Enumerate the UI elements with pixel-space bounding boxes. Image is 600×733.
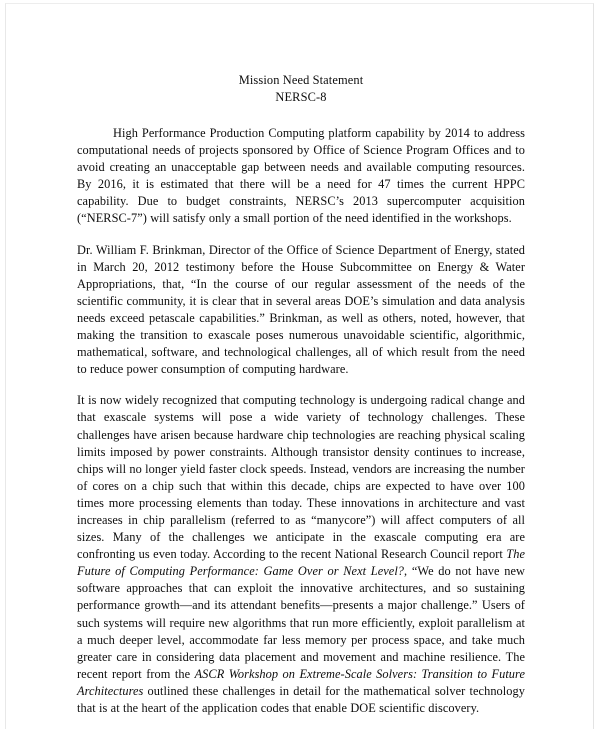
report-title-future-of-computing-performance: The Future of Computing Performance: Game Over or Next Level? <box>77 547 525 579</box>
document-heading <box>77 72 525 106</box>
document-content <box>77 72 525 717</box>
paragraph-3-segment-3: , “We do not have new software approaches that can exploit the innovative architectures, and so sustaining performance growth—and its attendant benefits—presents a major challenge.” Users of such systems will require new algorithms that run more efficiently, exploit parallelism at a much deeper level, accommodate far less memory per process space, and take much greater care in considering data placement and movement and machine resilience. The recent report from the <box>77 564 525 681</box>
paragraph-2: Dr. William F. Brinkman, Director of the Office of Science Department of Energy, stated in March 20, 2012 testimony before the House Subcommittee on Energy & Water Appropriations, that, “In the course of our regular assessment of the needs of the scientific community, it is clear that in several areas DOE’s simulation and data analysis needs exceed petascale capabilities.” Brinkman, as well as others, noted, however, that making the transition to exascale poses numerous unavoidable scientific, algorithmic, mathematical, software, and technological challenges, all of which result from the need to reduce power consumption of computing hardware. <box>77 242 525 377</box>
paragraph-3-segment-5: outlined these challenges in detail for the mathematical solver technology that is at the heart of the application codes that enable DOE scientific discovery. <box>77 683 525 715</box>
document-page <box>5 3 594 729</box>
paragraph-3 <box>77 392 525 717</box>
paragraph-1: High Performance Production Computing platform capability by 2014 to address computational needs of projects sponsored by Office of Science Program Offices and to avoid creating an unacceptable gap between needs and available computing resources. By 2016, it is estimated that there will be a need for 47 times the current HPPC capability. Due to budget constraints, NERSC’s 2013 supercomputer acquisition (“NERSC-7”) will satisfy only a small portion of the need identified in the workshops. <box>77 126 525 226</box>
document-body <box>77 125 525 717</box>
report-title-ascr-workshop: ASCR Workshop on Extreme-Scale Solvers: Transition to Future Architectures <box>77 666 525 698</box>
heading-line-2: NERSC-8 <box>275 90 327 104</box>
heading-line-1: Mission Need Statement <box>238 73 364 87</box>
paragraph-3-segment-1: It is now widely recognized that computing technology is undergoing radical change and that exascale systems will pose a wide variety of technology challenges. These challenges have arisen because hardware chip technologies are reaching physical scaling limits imposed by power constraints. Although transistor density continues to increase, chips will no longer yield faster clock speeds. Instead, vendors are increasing the number of cores on a chip such that within this decade, chips are expected to have over 100 times more processing elements than today. These innovations in architecture and vast increases in chip parallelism (referred to as “manycore”) will affect computers of all sizes. Many of the challenges we anticipate in the exascale computing era are confronting us even today. According to the recent National Research Council report <box>77 393 525 562</box>
